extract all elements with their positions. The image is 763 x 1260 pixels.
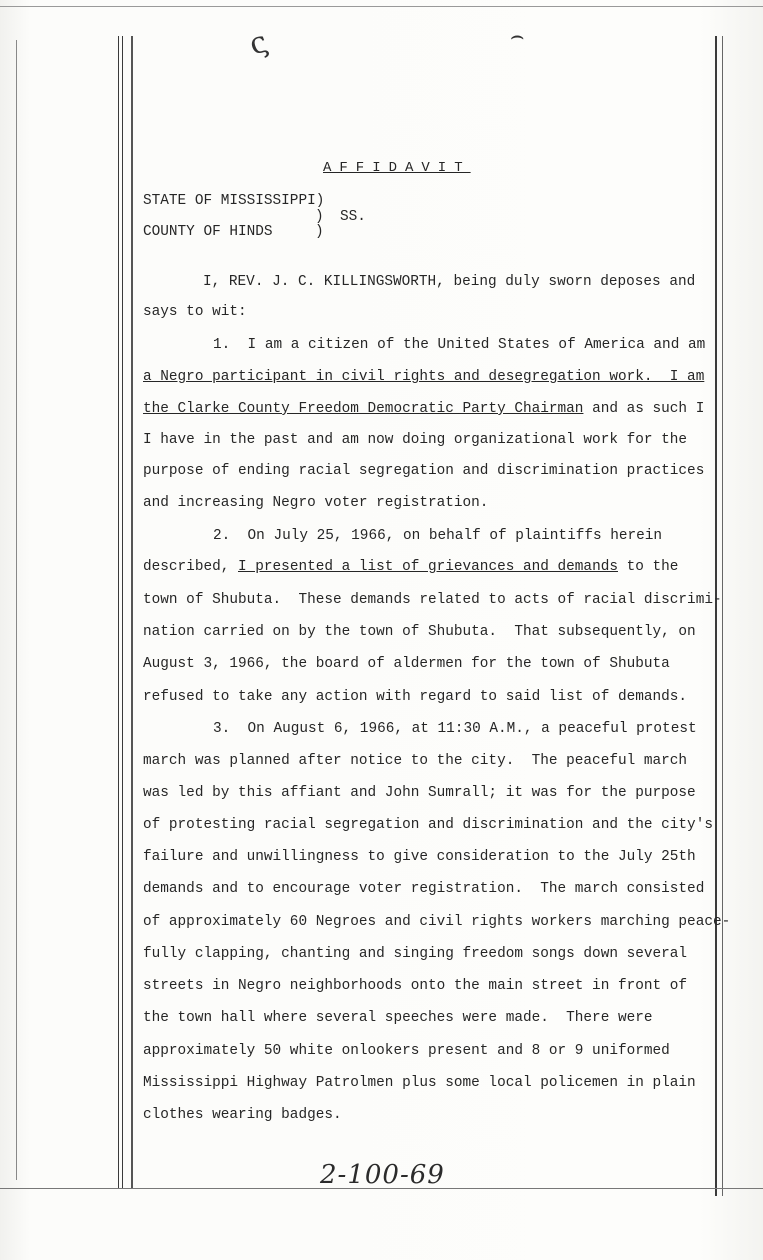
- venue-ss: SS.: [340, 209, 366, 225]
- left-margin-rule: [122, 36, 123, 1188]
- body-line: the town hall where several speeches were made. There were: [143, 1010, 653, 1026]
- body-line: refused to take any action with regard to said list of demands.: [143, 689, 688, 705]
- body-line: was led by this affiant and John Sumrall; it was for the purpose: [143, 785, 696, 801]
- handwritten-document-number: 2-100-69: [320, 1160, 445, 1190]
- body-text: and as such I: [583, 401, 705, 417]
- body-line: 2. On July 25, 1966, on behalf of plaintiffs herein: [213, 528, 663, 544]
- body-line: [143, 558, 678, 576]
- body-line: failure and unwillingness to give consideration to the July 25th: [143, 849, 696, 865]
- venue-paren: ): [315, 209, 324, 225]
- body-line: clothes wearing badges.: [143, 1107, 342, 1123]
- top-edge-rule: [0, 6, 763, 7]
- venue-paren: ): [315, 224, 324, 240]
- body-line: and increasing Negro voter registration.: [143, 495, 489, 511]
- body-line: nation carried on by the town of Shubuta. That subsequently, on: [143, 624, 696, 640]
- body-line: fully clapping, chanting and singing freedom songs down several: [143, 946, 688, 962]
- body-line: approximately 50 white onlookers present and 8 or 9 uniformed: [143, 1043, 670, 1059]
- body-line: [143, 400, 704, 418]
- body-line: I have in the past and am now doing organizational work for the: [143, 432, 688, 448]
- left-margin-rule: [118, 36, 119, 1188]
- left-margin-rule: [131, 36, 133, 1188]
- body-text: to the: [617, 559, 679, 575]
- body-line: of protesting racial segregation and discrimination and the city's: [143, 817, 713, 833]
- body-text: described,: [143, 559, 238, 575]
- handwritten-mark: ς: [244, 24, 273, 63]
- right-margin-rule: [722, 36, 723, 1196]
- venue-state: STATE OF MISSISSIPPI): [143, 193, 325, 209]
- right-margin-rule: [715, 36, 717, 1196]
- underlined-text: I presented a list of grievances and demands: [238, 559, 618, 575]
- body-line: streets in Negro neighborhoods onto the main street in front of: [143, 978, 688, 994]
- body-line: I, REV. J. C. KILLINGSWORTH, being duly sworn deposes and: [203, 274, 696, 290]
- body-line: says to wit:: [143, 304, 247, 320]
- left-edge-rule: [16, 40, 17, 1180]
- venue-county: COUNTY OF HINDS: [143, 224, 273, 240]
- body-line: demands and to encourage voter registration. The march consisted: [143, 881, 705, 897]
- handwritten-mark: ⌢: [510, 24, 525, 49]
- body-line: march was planned after notice to the city. The peaceful march: [143, 753, 688, 769]
- body-line: Mississippi Highway Patrolmen plus some local policemen in plain: [143, 1075, 696, 1091]
- underlined-text: the Clarke County Freedom Democratic Party Chairman: [143, 401, 584, 417]
- body-line: 1. I am a citizen of the United States of America and am: [213, 337, 706, 353]
- body-line: August 3, 1966, the board of aldermen for the town of Shubuta: [143, 656, 670, 672]
- body-line: town of Shubuta. These demands related to acts of racial discrimi-: [143, 592, 722, 608]
- body-line: 3. On August 6, 1966, at 11:30 A.M., a peaceful protest: [213, 721, 697, 737]
- document-title: AFFIDAVIT: [323, 160, 471, 176]
- body-line: of approximately 60 Negroes and civil rights workers marching peace-: [143, 914, 731, 930]
- body-line-underlined: a Negro participant in civil rights and desegregation work. I am: [143, 369, 705, 385]
- body-line: purpose of ending racial segregation and discrimination practices: [143, 463, 705, 479]
